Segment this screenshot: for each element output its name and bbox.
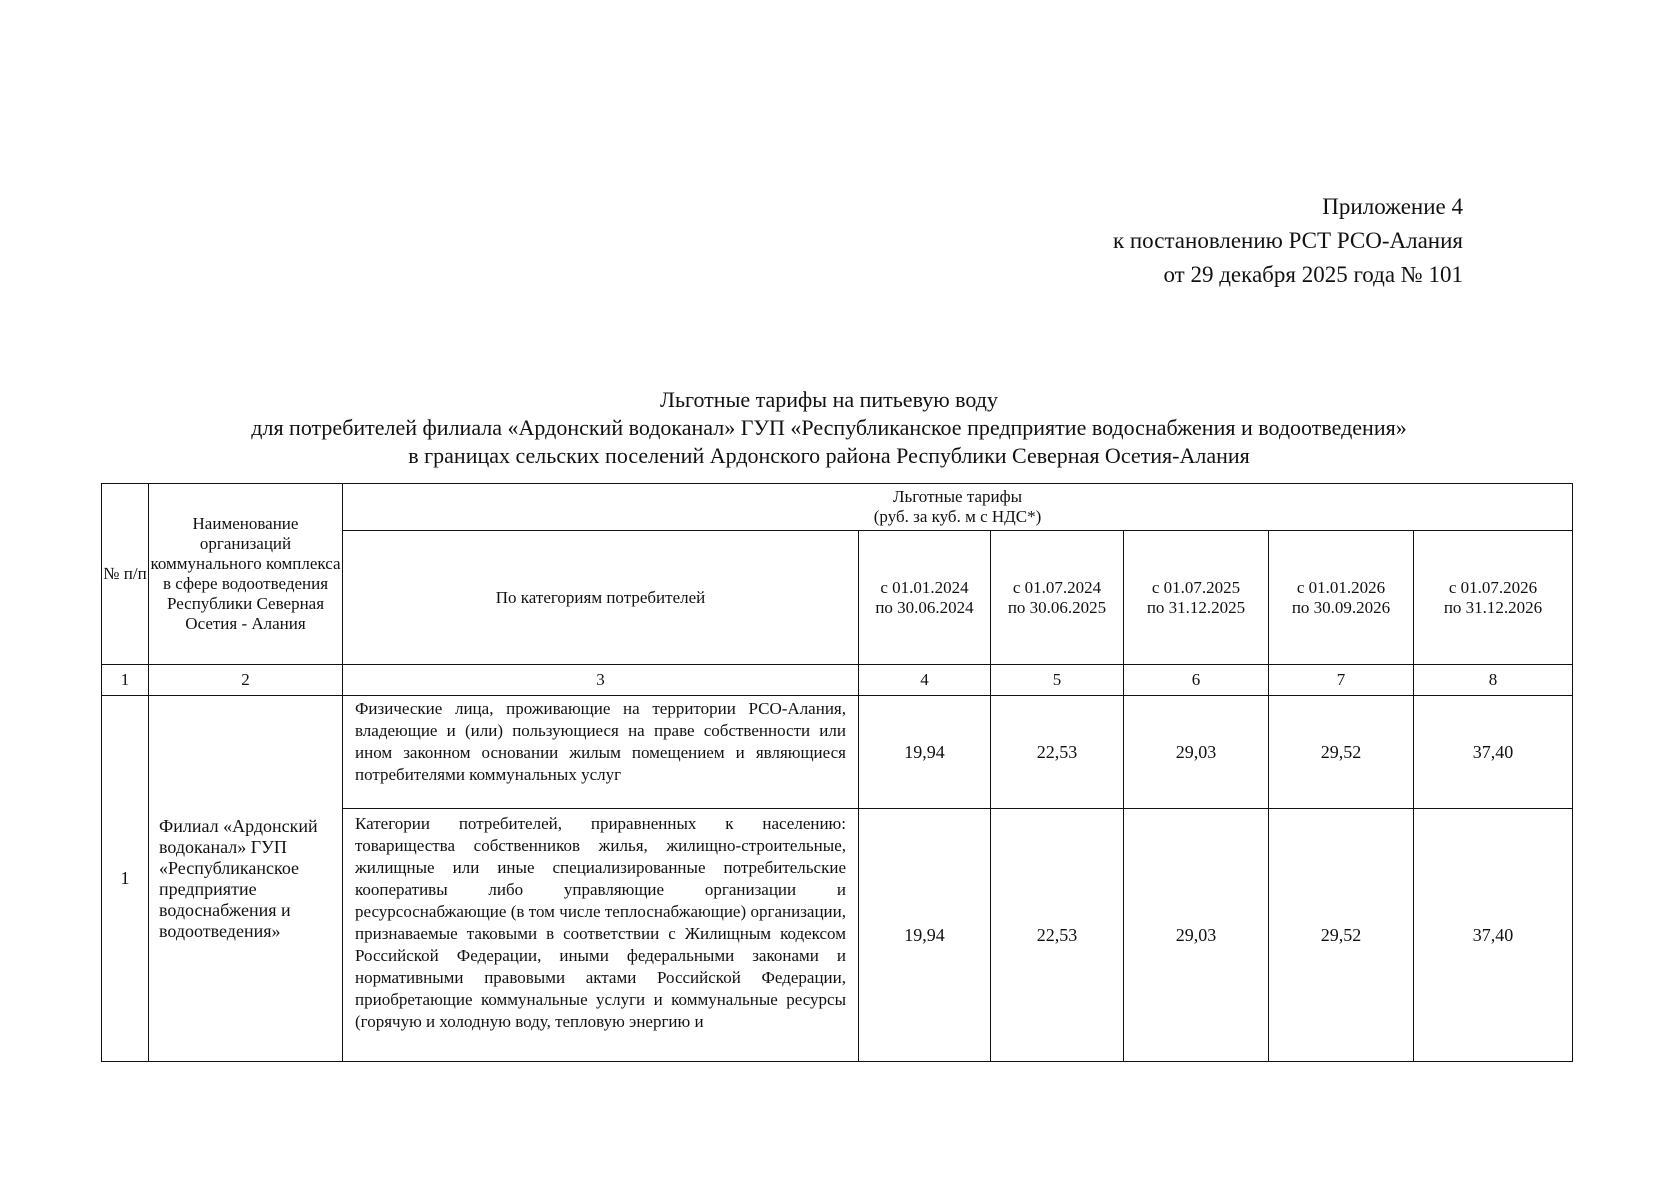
title-line-3: в границах сельских поселений Ардонского района Республики Северная Осетия-Алания [408,443,1250,468]
index-cell-8: 8 [1414,665,1573,696]
header-num: № п/п [102,484,149,665]
tariff-value: 37,40 [1414,696,1573,809]
table-row [102,696,1573,809]
period-3-to: по 31.12.2025 [1146,597,1246,617]
header-tariffs-title: Льготные тарифы [892,487,1023,506]
period-1-to: по 30.06.2024 [875,597,974,617]
index-cell-7: 7 [1269,665,1414,696]
appendix-number: Приложение 4 [1322,194,1463,219]
period-5-to: по 31.12.2026 [1443,597,1543,617]
tariff-value: 29,03 [1124,809,1269,1062]
appendix-date: от 29 декабря 2025 года № 101 [1163,262,1463,287]
index-cell-1: 1 [102,665,149,696]
period-5-from: с 01.07.2026 [1448,577,1538,597]
org-name: Филиал «Ардонский водоканал» ГУП «Республиканское предприятие водоснабжения и водоотведения» [149,696,343,1062]
category-text: Физические лица, проживающие на территории РСО-Алания, владеющие и (или) пользующиеся на праве собственности или ином законном основании жилым помещением и являющиеся потребителями коммунальных услуг [343,696,859,809]
appendix-resolution: к постановлению РСТ РСО-Алания [1112,228,1463,253]
category-text [343,809,859,1062]
document-title [100,386,1558,470]
appendix-block [1113,190,1463,292]
index-cell-4: 4 [859,665,991,696]
row-number: 1 [102,696,149,1062]
index-cell-3: 3 [343,665,859,696]
period-1-from: с 01.01.2024 [880,577,969,597]
index-cell-2: 2 [149,665,343,696]
period-4-to: по 30.09.2026 [1291,597,1391,617]
header-period-5 [1414,531,1573,665]
header-period-1 [859,531,991,665]
header-category: По категориям потребителей [343,531,859,665]
header-tariffs [343,484,1573,531]
period-2-to: по 30.06.2025 [1007,597,1107,617]
tariff-value: 22,53 [991,809,1124,1062]
tariff-value: 29,03 [1124,696,1269,809]
header-org: Наименование организаций коммунального комплекса в сфере водоотведения Республики Северная Осетия - Алания [149,484,343,665]
period-2-from: с 01.07.2024 [1012,577,1102,597]
period-3-from: с 01.07.2025 [1151,577,1241,597]
category-text-content: Категории потребителей, приравненных к населению: товарищества собственников жилья, жилищно-строительные, жилищные или иные специализированные потребительские кооперативы либо управляющие организации и ресурсоснабжающие (в том числе теплоснабжающие) организации, признаваемые таковыми в соответствии с Жилищным кодексом Российской Федерации, иными федеральными законами и нормативными правовыми актами Российской Федерации, приобретающие коммунальные услуги и коммунальные ресурсы (горячую и холодную воду, тепловую энергию и [355,814,846,1031]
index-row [102,665,1573,696]
index-cell-5: 5 [991,665,1124,696]
tariff-value: 29,52 [1269,696,1414,809]
header-row-1 [102,484,1573,531]
title-line-2: для потребителей филиала «Ардонский водоканал» ГУП «Республиканское предприятие водоснабжения и водоотведения» [251,415,1407,440]
header-period-3 [1124,531,1269,665]
tariff-value: 37,40 [1414,809,1573,1062]
tariff-value: 19,94 [859,696,991,809]
index-cell-6: 6 [1124,665,1269,696]
tariff-value: 19,94 [859,809,991,1062]
header-period-4 [1269,531,1414,665]
tariff-value: 22,53 [991,696,1124,809]
title-line-1: Льготные тарифы на питьевую воду [660,387,998,412]
header-tariffs-unit: (руб. за куб. м с НДС*) [873,507,1042,526]
tariff-value: 29,52 [1269,809,1414,1062]
header-period-2 [991,531,1124,665]
period-4-from: с 01.01.2026 [1296,577,1386,597]
tariffs-table [101,483,1573,1062]
